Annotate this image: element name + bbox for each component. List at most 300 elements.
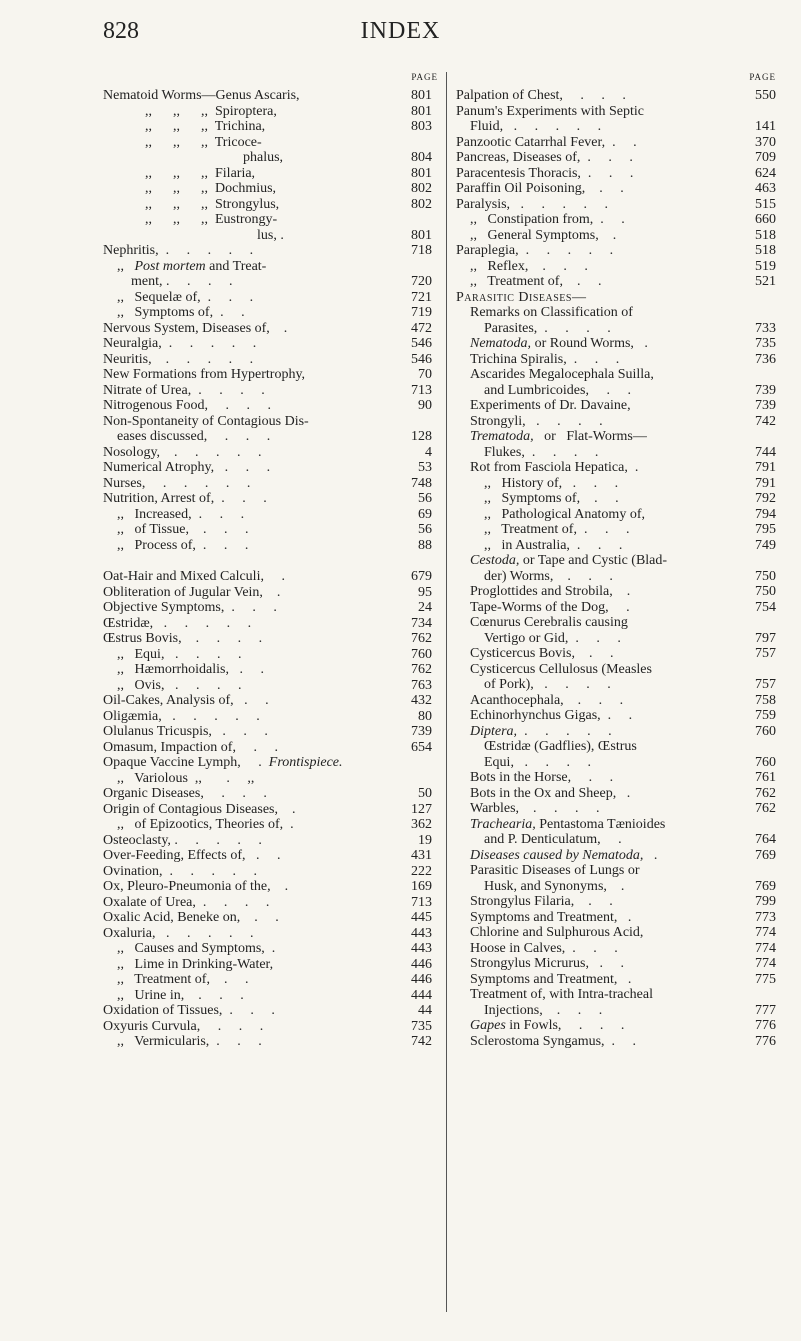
index-entry-page: 739 bbox=[411, 724, 432, 739]
index-entry bbox=[103, 957, 438, 973]
index-entry-text: Pancreas, Diseases of, . . . bbox=[456, 150, 633, 165]
index-entry bbox=[103, 631, 438, 647]
index-entry-page: 432 bbox=[411, 693, 432, 708]
index-entry bbox=[103, 972, 438, 988]
index-entry-page: 761 bbox=[755, 770, 776, 785]
index-entry-page: 742 bbox=[411, 1034, 432, 1049]
index-entry-page: 70 bbox=[418, 367, 432, 382]
index-entry bbox=[103, 740, 438, 756]
index-entry-page: 53 bbox=[418, 460, 432, 475]
index-entry-page: 44 bbox=[418, 1003, 432, 1018]
index-entry bbox=[456, 879, 776, 895]
index-entry bbox=[456, 972, 776, 988]
column-divider bbox=[446, 72, 447, 1312]
index-entry-page: 769 bbox=[755, 878, 776, 894]
index-entry bbox=[103, 491, 438, 507]
index-entry bbox=[456, 553, 776, 569]
index-entry-text: Numerical Atrophy, . . . bbox=[103, 460, 271, 475]
index-entry-text: Gapes in Fowls, . . . bbox=[470, 1018, 625, 1033]
index-entry-page: 720 bbox=[411, 274, 432, 289]
index-entry-text: ,, Increased, . . . bbox=[117, 506, 245, 522]
index-entry-text: Non-Spontaneity of Contagious Dis- bbox=[103, 413, 309, 429]
index-entry-text: Oxalate of Urea, . . . . bbox=[103, 894, 270, 910]
index-entry-page: 776 bbox=[755, 1033, 776, 1049]
index-entry-page: 774 bbox=[755, 940, 776, 956]
index-entry-text: Flukes, . . . . bbox=[484, 444, 599, 460]
index-entry-page: 792 bbox=[755, 491, 776, 506]
right-column bbox=[456, 72, 776, 1049]
index-entry-page: 754 bbox=[755, 599, 776, 615]
index-entry-text: lus, . bbox=[257, 227, 284, 243]
index-entry-page: 550 bbox=[755, 88, 776, 103]
index-entry bbox=[456, 290, 776, 306]
index-entry bbox=[456, 801, 776, 817]
index-entry-text: ,, Post mortem and Treat- bbox=[117, 258, 267, 274]
index-entry-page: 769 bbox=[755, 847, 776, 863]
index-entry-page: 445 bbox=[411, 910, 432, 925]
index-entry bbox=[456, 786, 776, 802]
index-entry-text: Sclerostoma Syngamus, . . bbox=[470, 1033, 637, 1049]
index-entry-text: Nitrogenous Food, . . . bbox=[103, 398, 271, 413]
index-entry-text: Rot from Fasciola Hepatica, . bbox=[470, 460, 639, 475]
index-entry bbox=[456, 708, 776, 724]
index-entry bbox=[456, 925, 776, 941]
index-entry bbox=[103, 197, 438, 213]
index-entry-text: Trachearia, Pentastoma Tænioides bbox=[470, 816, 666, 832]
index-entry-text: Parasites, . . . . bbox=[484, 320, 611, 336]
index-entry-text: Parasitic Diseases of Lungs or bbox=[470, 863, 640, 878]
index-entry bbox=[103, 833, 438, 849]
index-entry-page: 518 bbox=[755, 227, 776, 243]
index-entry bbox=[103, 243, 438, 259]
index-entry bbox=[456, 259, 776, 275]
index-entry-text: ,, ,, ,, Eustrongy- bbox=[145, 212, 278, 227]
index-entry-text: Olulanus Tricuspis, . . . bbox=[103, 724, 268, 739]
index-entry-text: Equi, . . . . bbox=[484, 754, 591, 770]
index-entry bbox=[456, 460, 776, 476]
index-entry-page: 80 bbox=[418, 708, 432, 724]
index-entry bbox=[103, 600, 438, 616]
index-entry bbox=[456, 987, 776, 1003]
index-entry bbox=[456, 135, 776, 151]
index-entry-page: 24 bbox=[418, 600, 432, 615]
index-entry-page: 713 bbox=[411, 382, 432, 398]
index-entry-page: 757 bbox=[755, 677, 776, 692]
index-entry-text: ,, Variolous ,, . ,, bbox=[117, 770, 255, 786]
index-entry bbox=[456, 894, 776, 910]
index-entry bbox=[103, 414, 438, 430]
index-entry bbox=[103, 569, 438, 585]
index-entry-page: 801 bbox=[411, 88, 432, 103]
index-entry-page: 95 bbox=[418, 584, 432, 600]
index-entry-page: 802 bbox=[411, 181, 432, 196]
index-entry-page: 777 bbox=[755, 1002, 776, 1018]
index-entry bbox=[103, 926, 438, 942]
index-entry-text: Origin of Contagious Diseases, . bbox=[103, 801, 296, 817]
index-entry-text: Oil-Cakes, Analysis of, . . bbox=[103, 693, 269, 708]
index-entry-page: 803 bbox=[411, 119, 432, 134]
index-entry-page: 744 bbox=[755, 444, 776, 460]
index-entry bbox=[103, 290, 438, 306]
index-entry bbox=[103, 460, 438, 476]
index-entry-text: Warbles, . . . . bbox=[470, 801, 600, 816]
index-entry bbox=[103, 274, 438, 290]
page-title: INDEX bbox=[360, 18, 441, 44]
index-entry-text: Strongylus Micrurus, . . bbox=[470, 956, 624, 971]
index-entry bbox=[456, 724, 776, 740]
index-entry-text: Bots in the Horse, . . bbox=[470, 770, 614, 785]
index-entry bbox=[456, 414, 776, 430]
index-entry-page: 721 bbox=[411, 289, 432, 305]
index-entry-page: 742 bbox=[755, 413, 776, 429]
index-entry-page: 757 bbox=[755, 646, 776, 661]
index-entry-text: Neuralgia, . . . . . bbox=[103, 336, 257, 351]
index-entry bbox=[103, 817, 438, 833]
index-entry bbox=[103, 662, 438, 678]
index-entry-text: Trichina Spiralis, . . . bbox=[470, 351, 620, 367]
index-entry-text: ,, ,, ,, Trichina, bbox=[145, 119, 266, 134]
index-entry-page: 370 bbox=[755, 134, 776, 150]
index-entry bbox=[456, 398, 776, 414]
index-entry bbox=[456, 863, 776, 879]
index-entry-text: ,, of Epizootics, Theories of, . bbox=[117, 817, 294, 832]
index-entry bbox=[103, 522, 438, 538]
index-entry-text: Oxalic Acid, Beneke on, . . bbox=[103, 910, 279, 925]
index-entry bbox=[103, 879, 438, 895]
index-entry bbox=[456, 305, 776, 321]
index-entry-page: 760 bbox=[411, 646, 432, 662]
index-entry-page: 443 bbox=[411, 941, 432, 956]
index-entry-page: 141 bbox=[755, 119, 776, 134]
index-entry-text: Oligæmia, . . . . . bbox=[103, 708, 260, 724]
index-entry bbox=[456, 755, 776, 771]
index-entry-page: 546 bbox=[411, 351, 432, 367]
index-entry bbox=[456, 228, 776, 244]
index-entry-page: 654 bbox=[411, 739, 432, 755]
index-entry-page: 222 bbox=[411, 863, 432, 879]
index-entry bbox=[456, 352, 776, 368]
index-entry-text: Œstrus Bovis, . . . . bbox=[103, 631, 263, 646]
index-entry-text: Palpation of Chest, . . . bbox=[456, 88, 626, 103]
index-entry-text: Oat-Hair and Mixed Calculi, . bbox=[103, 569, 285, 584]
index-entry-page: 472 bbox=[411, 320, 432, 336]
index-entry-page: 774 bbox=[755, 956, 776, 971]
index-entry-page: 719 bbox=[411, 305, 432, 320]
index-entry-page: 362 bbox=[411, 817, 432, 832]
index-entry-page: 515 bbox=[755, 196, 776, 212]
index-entry bbox=[103, 119, 438, 135]
index-entry-text: Remarks on Classification of bbox=[470, 305, 633, 320]
index-entry bbox=[456, 1034, 776, 1050]
index-entry bbox=[456, 941, 776, 957]
index-entry-page: 56 bbox=[418, 522, 432, 537]
index-entry bbox=[456, 646, 776, 662]
index-entry bbox=[456, 243, 776, 259]
index-entry-page: 764 bbox=[755, 832, 776, 847]
index-entry bbox=[456, 367, 776, 383]
index-entry-page: 431 bbox=[411, 848, 432, 863]
index-entry-text: Chlorine and Sulphurous Acid, bbox=[470, 925, 644, 940]
index-entry-text: Objective Symptoms, . . . bbox=[103, 600, 277, 615]
index-entry bbox=[103, 228, 438, 244]
index-entry-page: 660 bbox=[755, 212, 776, 227]
index-entry-page: 750 bbox=[755, 568, 776, 584]
index-entry bbox=[456, 1003, 776, 1019]
index-entry-text: ,, Hæmorrhoidalis, . . bbox=[117, 662, 264, 677]
index-entry-text: Nematoda, or Round Worms, . bbox=[470, 336, 648, 351]
index-entry-text: Oxyuris Curvula, . . . bbox=[103, 1018, 264, 1034]
index-entry-page: 90 bbox=[418, 398, 432, 413]
index-entry bbox=[103, 212, 438, 228]
index-entry-page: 169 bbox=[411, 879, 432, 894]
index-entry bbox=[103, 321, 438, 337]
index-entry bbox=[456, 662, 776, 678]
index-entry-text: ,, ,, ,, Strongylus, bbox=[145, 196, 280, 212]
index-entry-page: 758 bbox=[755, 692, 776, 708]
index-entry-text: Obliteration of Jugular Vein, . bbox=[103, 584, 281, 600]
index-entry bbox=[103, 910, 438, 926]
index-entry-page: 546 bbox=[411, 336, 432, 351]
index-entry-page: 734 bbox=[411, 615, 432, 631]
index-entry bbox=[456, 770, 776, 786]
index-entry-text: Bots in the Ox and Sheep, . bbox=[470, 785, 631, 801]
index-entry bbox=[103, 1019, 438, 1035]
index-entry bbox=[103, 352, 438, 368]
index-entry-page: 718 bbox=[411, 243, 432, 258]
index-entry bbox=[103, 476, 438, 492]
index-entry-page: 804 bbox=[411, 150, 432, 165]
index-entry bbox=[456, 910, 776, 926]
index-entry-text: Nitrate of Urea, . . . . bbox=[103, 382, 265, 398]
index-entry-text: ,, History of, . . . bbox=[484, 475, 619, 491]
index-entry-page: 735 bbox=[755, 336, 776, 351]
index-entry-page: 19 bbox=[418, 832, 432, 848]
index-entry bbox=[456, 88, 776, 104]
index-entry-page: 763 bbox=[411, 677, 432, 693]
index-entry bbox=[456, 507, 776, 523]
index-entry-text: Panzootic Catarrhal Fever, . . bbox=[456, 134, 637, 150]
index-entry-text: Parasitic Diseases— bbox=[456, 289, 587, 305]
index-entry-page: 762 bbox=[411, 662, 432, 677]
index-entry bbox=[456, 522, 776, 538]
index-entry-page: 69 bbox=[418, 506, 432, 522]
index-entry bbox=[456, 615, 776, 631]
index-entry-text: Ascarides Megalocephala Suilla, bbox=[470, 367, 654, 382]
index-entry bbox=[103, 429, 438, 445]
index-entry bbox=[103, 724, 438, 740]
index-entry-text: and Lumbricoides, . . bbox=[484, 382, 631, 398]
index-entry-text: Tape-Worms of the Dog, . bbox=[470, 599, 630, 615]
index-entry-text: Cysticercus Bovis, . . bbox=[470, 646, 614, 661]
index-entry-text: ,, Symptoms of, . . bbox=[484, 491, 619, 506]
index-entry bbox=[103, 166, 438, 182]
index-entry bbox=[456, 150, 776, 166]
index-entry-text: Paraplegia, . . . . . bbox=[456, 243, 614, 258]
index-entry-page: 521 bbox=[755, 274, 776, 289]
index-entry-text: Osteoclasty, . . . . . bbox=[103, 832, 262, 848]
index-entries-left bbox=[103, 88, 438, 1050]
index-entry-page: 797 bbox=[755, 630, 776, 646]
index-entry-text: Opaque Vaccine Lymph, . Frontispiece. bbox=[103, 755, 343, 770]
index-entry bbox=[103, 693, 438, 709]
index-entry-text: Trematoda, or Flat-Worms— bbox=[470, 429, 647, 444]
index-entry-text: ,, Vermicularis, . . . bbox=[117, 1034, 262, 1049]
index-entry bbox=[456, 569, 776, 585]
index-entry-page: 733 bbox=[755, 320, 776, 336]
index-entry-page: 762 bbox=[755, 785, 776, 801]
index-entry-page: 795 bbox=[755, 522, 776, 537]
index-entry-page: 773 bbox=[755, 909, 776, 925]
index-entry bbox=[456, 336, 776, 352]
index-entry-page: 759 bbox=[755, 708, 776, 723]
index-entry-page: 127 bbox=[411, 801, 432, 817]
index-entry bbox=[103, 771, 438, 787]
index-entry-page: 463 bbox=[755, 181, 776, 196]
index-entry-text: Hoose in Calves, . . . bbox=[470, 940, 618, 956]
index-entry bbox=[103, 755, 438, 771]
index-entry bbox=[456, 848, 776, 864]
index-entry bbox=[456, 197, 776, 213]
index-entry bbox=[103, 507, 438, 523]
index-entry-page: 775 bbox=[755, 971, 776, 987]
index-entry bbox=[103, 336, 438, 352]
index-entry-text: Strongylus Filaria, . . bbox=[470, 894, 613, 909]
index-entry-text: Nematoid Worms—Genus Ascaris, bbox=[103, 88, 300, 103]
index-entry bbox=[103, 1034, 438, 1050]
index-entry bbox=[103, 104, 438, 120]
index-entry-page: 443 bbox=[411, 925, 432, 941]
index-entry-text: Diseases caused by Nematoda, . bbox=[470, 847, 658, 863]
index-entry-text: Husk, and Synonyms, . bbox=[484, 878, 625, 894]
index-entry-text: Ovination, . . . . . bbox=[103, 863, 257, 879]
index-entry-text: Nosology, . . . . . bbox=[103, 444, 262, 460]
index-entry-page: 56 bbox=[418, 491, 432, 506]
index-entry-text: Nephritis, . . . . . bbox=[103, 243, 254, 258]
index-entry-text: ,, Ovis, . . . . bbox=[117, 677, 242, 693]
index-entry-text: Diptera, . . . . . bbox=[470, 723, 612, 739]
index-entry-text: Nervous System, Diseases of, . bbox=[103, 320, 288, 336]
index-entry bbox=[456, 166, 776, 182]
index-entry bbox=[103, 802, 438, 818]
index-entry-page: 760 bbox=[755, 754, 776, 770]
index-entry-text: ,, Urine in, . . . bbox=[117, 987, 244, 1003]
index-entry bbox=[456, 538, 776, 554]
index-entry-text: Paracentesis Thoracis, . . . bbox=[456, 165, 634, 181]
index-entry bbox=[456, 476, 776, 492]
index-entry-page: 679 bbox=[411, 569, 432, 584]
index-entry-page: 50 bbox=[418, 786, 432, 801]
index-entry-text: Panum's Experiments with Septic bbox=[456, 103, 645, 119]
index-entry-text: ,, Constipation from, . . bbox=[470, 212, 625, 227]
index-entry-text: eases discussed, . . . bbox=[117, 429, 271, 444]
left-column bbox=[103, 72, 438, 1050]
index-entry-page: 735 bbox=[411, 1018, 432, 1034]
index-entry-text: ,, Lime in Drinking-Water, bbox=[117, 956, 274, 972]
index-entry bbox=[456, 956, 776, 972]
index-entry-text: Fluid, . . . . . bbox=[470, 119, 602, 134]
index-entry-page: 791 bbox=[755, 460, 776, 475]
index-entry bbox=[456, 739, 776, 755]
index-entry bbox=[456, 584, 776, 600]
index-entry-text: Vertigo or Gid, . . . bbox=[484, 630, 621, 646]
index-entry-page: 762 bbox=[755, 801, 776, 816]
index-entry-text: ,, Symptoms of, . . bbox=[117, 305, 245, 320]
index-entry bbox=[456, 600, 776, 616]
index-entry-page: 802 bbox=[411, 196, 432, 212]
index-entry-page: 801 bbox=[411, 103, 432, 119]
index-entry-page: 794 bbox=[755, 506, 776, 522]
index-entry-text: ,, Pathological Anatomy of, bbox=[484, 506, 645, 522]
index-entry-text: ,, ,, ,, Tricoce- bbox=[145, 134, 262, 150]
index-entry-text: Cestoda, or Tape and Cystic (Blad- bbox=[470, 553, 668, 568]
index-entry-page: 713 bbox=[411, 894, 432, 910]
index-entry bbox=[456, 631, 776, 647]
index-entry bbox=[103, 786, 438, 802]
index-entry bbox=[103, 305, 438, 321]
index-entry-text: Nutrition, Arrest of, . . . bbox=[103, 491, 267, 506]
index-entry bbox=[456, 181, 776, 197]
index-entry bbox=[103, 678, 438, 694]
index-entry-text: ,, General Symptoms, . bbox=[470, 227, 617, 243]
index-entry-text: ,, Reflex, . . . bbox=[470, 258, 588, 274]
index-entry-text: Neuritis, . . . . . bbox=[103, 351, 254, 367]
index-entry-text: der) Worms, . . . bbox=[484, 568, 613, 584]
index-entry bbox=[456, 321, 776, 337]
index-entry bbox=[103, 367, 438, 383]
index-entry bbox=[103, 383, 438, 399]
index-entry-text: Organic Diseases, . . . bbox=[103, 786, 267, 801]
index-entry-text: Strongyli, . . . . bbox=[470, 413, 603, 429]
page-column-label: PAGE bbox=[411, 72, 438, 82]
index-entry-page: 624 bbox=[755, 165, 776, 181]
index-entry-page: 128 bbox=[411, 429, 432, 444]
index-entry-text: Œstridæ (Gadflies), Œstrus bbox=[484, 739, 637, 754]
index-entry-text: of Pork), . . . . bbox=[484, 677, 611, 692]
index-entry-text: Ox, Pleuro-Pneumonia of the, . bbox=[103, 879, 289, 894]
index-entry-text: ,, Treatment of, . . . bbox=[484, 522, 630, 537]
index-entry-page: 760 bbox=[755, 723, 776, 739]
index-entry bbox=[456, 212, 776, 228]
index-entry bbox=[456, 429, 776, 445]
index-entry-page: 750 bbox=[755, 584, 776, 599]
index-entry-text: Symptoms and Treatment, . bbox=[470, 909, 632, 925]
page-header bbox=[0, 18, 801, 48]
index-entry-page: 446 bbox=[411, 956, 432, 972]
index-entry bbox=[103, 135, 438, 151]
index-entry bbox=[103, 709, 438, 725]
index-entry bbox=[456, 274, 776, 290]
index-entry-text: Acanthocephala, . . . bbox=[470, 692, 624, 708]
index-entry-page: 749 bbox=[755, 537, 776, 553]
index-entry-page: 736 bbox=[755, 351, 776, 367]
index-entry bbox=[103, 895, 438, 911]
index-entry bbox=[456, 677, 776, 693]
index-entry-page: 446 bbox=[411, 972, 432, 987]
index-entry-text: Over-Feeding, Effects of, . . bbox=[103, 848, 281, 863]
index-entry-text: Injections, . . . bbox=[484, 1002, 603, 1018]
index-entry bbox=[456, 693, 776, 709]
index-entry bbox=[456, 491, 776, 507]
index-entry-text: and P. Denticulatum, . bbox=[484, 832, 622, 847]
page-number: 828 bbox=[103, 18, 139, 44]
index-entry-text: ment, . . . . bbox=[131, 274, 233, 289]
index-entry-text: Experiments of Dr. Davaine, bbox=[470, 398, 631, 413]
index-entry bbox=[103, 259, 438, 275]
index-entry bbox=[456, 445, 776, 461]
index-entry-page: 762 bbox=[411, 631, 432, 646]
index-entry-page: 518 bbox=[755, 243, 776, 258]
index-entry bbox=[456, 383, 776, 399]
